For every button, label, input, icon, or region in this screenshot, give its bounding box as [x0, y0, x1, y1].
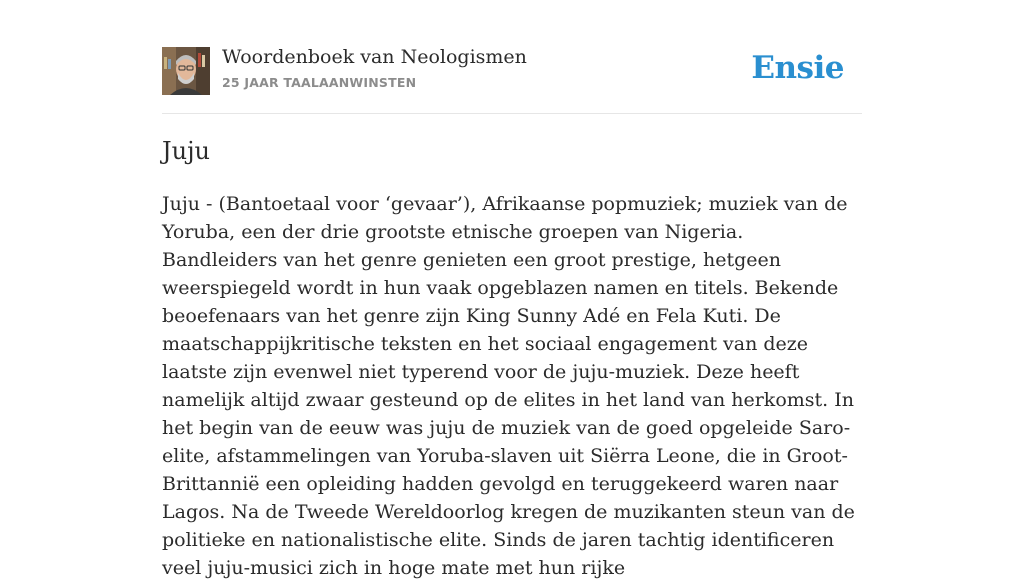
header: [162, 0, 862, 114]
article-title: Juju: [162, 137, 210, 165]
author-subtitle: 25 JAAR TAALAANWINSTEN: [222, 75, 417, 90]
author-name[interactable]: Woordenboek van Neologismen: [222, 46, 527, 68]
author-photo-icon: [162, 47, 210, 95]
avatar[interactable]: [162, 47, 210, 95]
brand-logo-link[interactable]: Ensie: [751, 50, 844, 86]
article-body: Juju - (Bantoetaal voor ‘gevaar’), Afrikaanse popmuziek; muziek van de Yoruba, een der drie grootste etnische groepen van Nigeria. Bandleiders van het genre genieten een groot prestige, hetgeen weerspiegeld wordt in hun vaak opgeblazen namen en titels. Bekende beoefenaars van het genre zijn King Sunny Adé en Fela Kuti. De maatschappijkritische teksten en het sociaal engagement van deze laatste zijn evenwel niet typerend voor de juju-muziek. Deze heeft namelijk altijd zwaar gesteund op de elites in het land van herkomst. In het begin van de eeuw was juju de muziek van de goed opgeleide Saro-elite, afstammelingen van Yoruba-slaven uit Siërra Leone, die in Groot-Brittannië een opleiding hadden gevolgd en teruggekeerd waren naar Lagos. Na de Tweede Wereldoorlog kregen de muzikanten steun van de politieke en nationalistische elite. Sinds de jaren tachtig identificeren veel juju-musici zich in hoge mate met hun rijke: [162, 193, 855, 579]
page-container: [162, 0, 862, 579]
